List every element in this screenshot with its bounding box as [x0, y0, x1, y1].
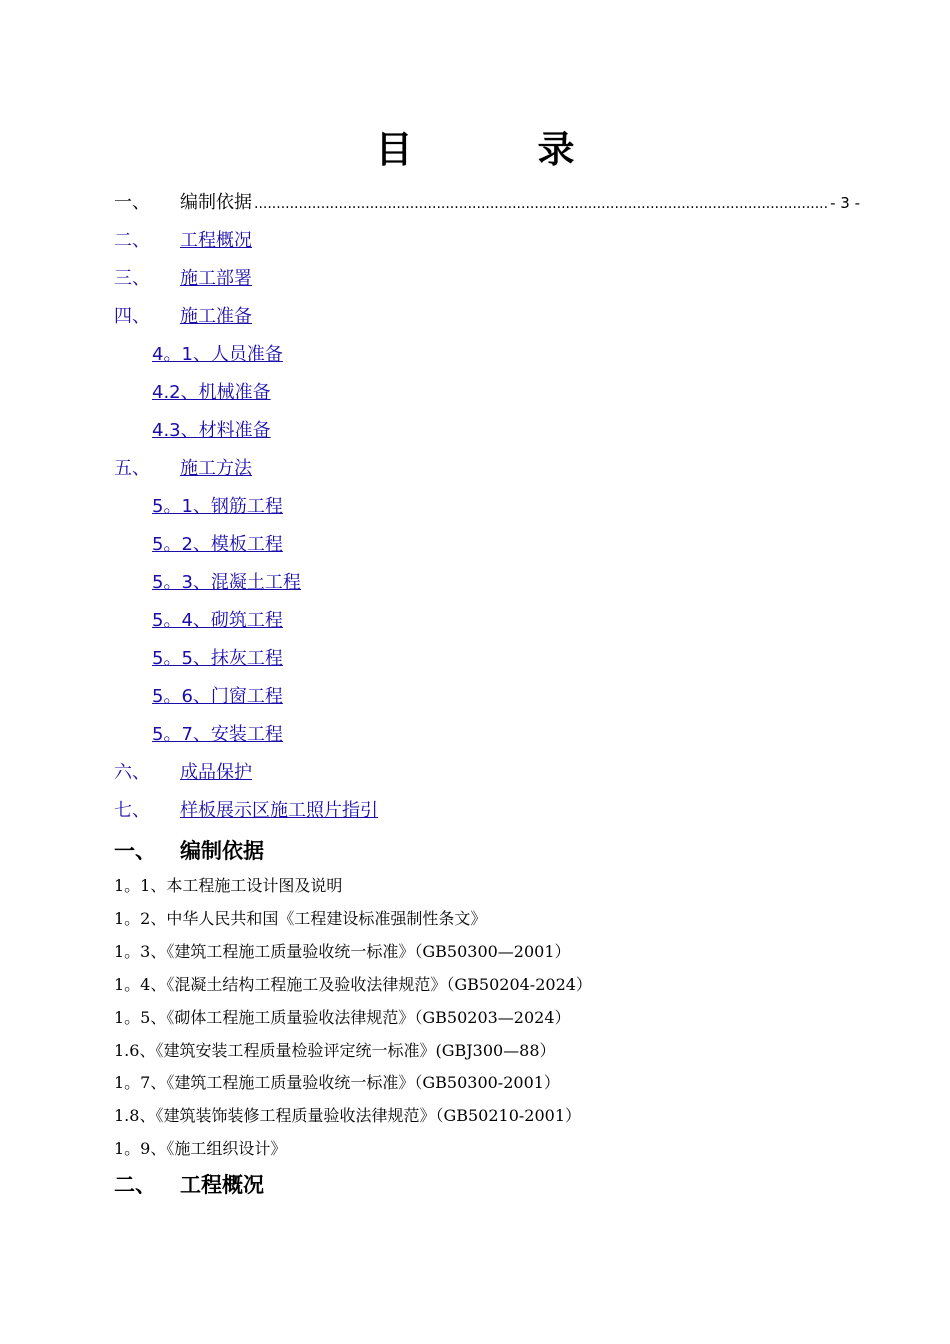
toc-entry-5-6[interactable] [152, 684, 283, 710]
toc-entry-5-7[interactable] [152, 722, 283, 748]
toc-link[interactable]: 三、 施工部署 [114, 268, 252, 289]
toc-entry-5-4[interactable] [152, 608, 283, 634]
basis-item: 1.6、《建筑安装工程质量检验评定统一标准》(GBJ300—88） [114, 1041, 556, 1060]
toc-link[interactable]: 四、 施工准备 [114, 306, 252, 327]
toc-link[interactable]: 4。1、人员准备 [152, 344, 283, 365]
toc-entry-5[interactable] [114, 456, 252, 482]
toc-link[interactable]: 五、 施工方法 [114, 458, 252, 479]
toc-entry-7[interactable] [114, 798, 378, 824]
toc-entry-5-1[interactable] [152, 494, 283, 520]
toc-entry-number: 一、 [114, 192, 150, 213]
toc-page-number: - 3 - [830, 194, 860, 212]
toc-link[interactable]: 5。1、钢筋工程 [152, 496, 283, 517]
basis-item: 1。7、《建筑工程施工质量验收统一标准》（GB50300-2001） [114, 1073, 560, 1092]
toc-entry-label: 编制依据 [180, 192, 252, 213]
toc-entry-3[interactable] [114, 266, 252, 292]
toc-entry-2[interactable] [114, 228, 252, 254]
toc-link[interactable]: 4.2、机械准备 [152, 382, 271, 403]
section-heading-2: 二、 工程概况 [114, 1173, 264, 1197]
toc-link[interactable]: 5。4、砌筑工程 [152, 610, 283, 631]
toc-entry-4-3[interactable] [152, 418, 271, 444]
page-title: 目 录 [375, 128, 619, 171]
basis-item: 1。2、中华人民共和国《工程建设标准强制性条文》 [114, 909, 487, 928]
toc-link[interactable]: 5。5、抹灰工程 [152, 648, 283, 669]
basis-item: 1。1、本工程施工设计图及说明 [114, 876, 343, 895]
toc-link[interactable]: 5。6、门窗工程 [152, 686, 283, 707]
toc-link[interactable]: 4.3、材料准备 [152, 420, 271, 441]
basis-item: 1.8、《建筑装饰装修工程质量验收法律规范》（GB50210-2001） [114, 1106, 582, 1125]
toc-link[interactable]: 5。7、安装工程 [152, 724, 283, 745]
toc-dot-leader [254, 190, 828, 217]
toc-link[interactable]: 七、 样板展示区施工照片指引 [114, 800, 378, 821]
toc-link[interactable]: 5。2、模板工程 [152, 534, 283, 555]
toc-entry-5-3[interactable] [152, 570, 301, 596]
toc-link[interactable]: 5。3、混凝土工程 [152, 572, 301, 593]
section-heading-1: 一、 编制依据 [114, 839, 264, 863]
basis-item: 1。5、《砌体工程施工质量验收法律规范》（GB50203—2024） [114, 1008, 571, 1027]
toc-link[interactable]: 二、 工程概况 [114, 230, 252, 251]
toc-entry-4-2[interactable] [152, 380, 271, 406]
toc-entry-5-5[interactable] [152, 646, 283, 672]
basis-item: 1。4、《混凝土结构工程施工及验收法律规范》（GB50204-2024） [114, 975, 592, 994]
basis-item: 1。9、《施工组织设计》 [114, 1139, 287, 1158]
toc-entry-5-2[interactable] [152, 532, 283, 558]
toc-entry-4[interactable] [114, 304, 252, 330]
toc-entry-6[interactable] [114, 760, 252, 786]
toc-entry-4-1[interactable] [152, 342, 283, 368]
basis-item: 1。3、《建筑工程施工质量验收统一标准》（GB50300—2001） [114, 942, 571, 961]
toc-entry-1[interactable] [114, 190, 860, 216]
toc-link[interactable]: 六、 成品保护 [114, 762, 252, 783]
